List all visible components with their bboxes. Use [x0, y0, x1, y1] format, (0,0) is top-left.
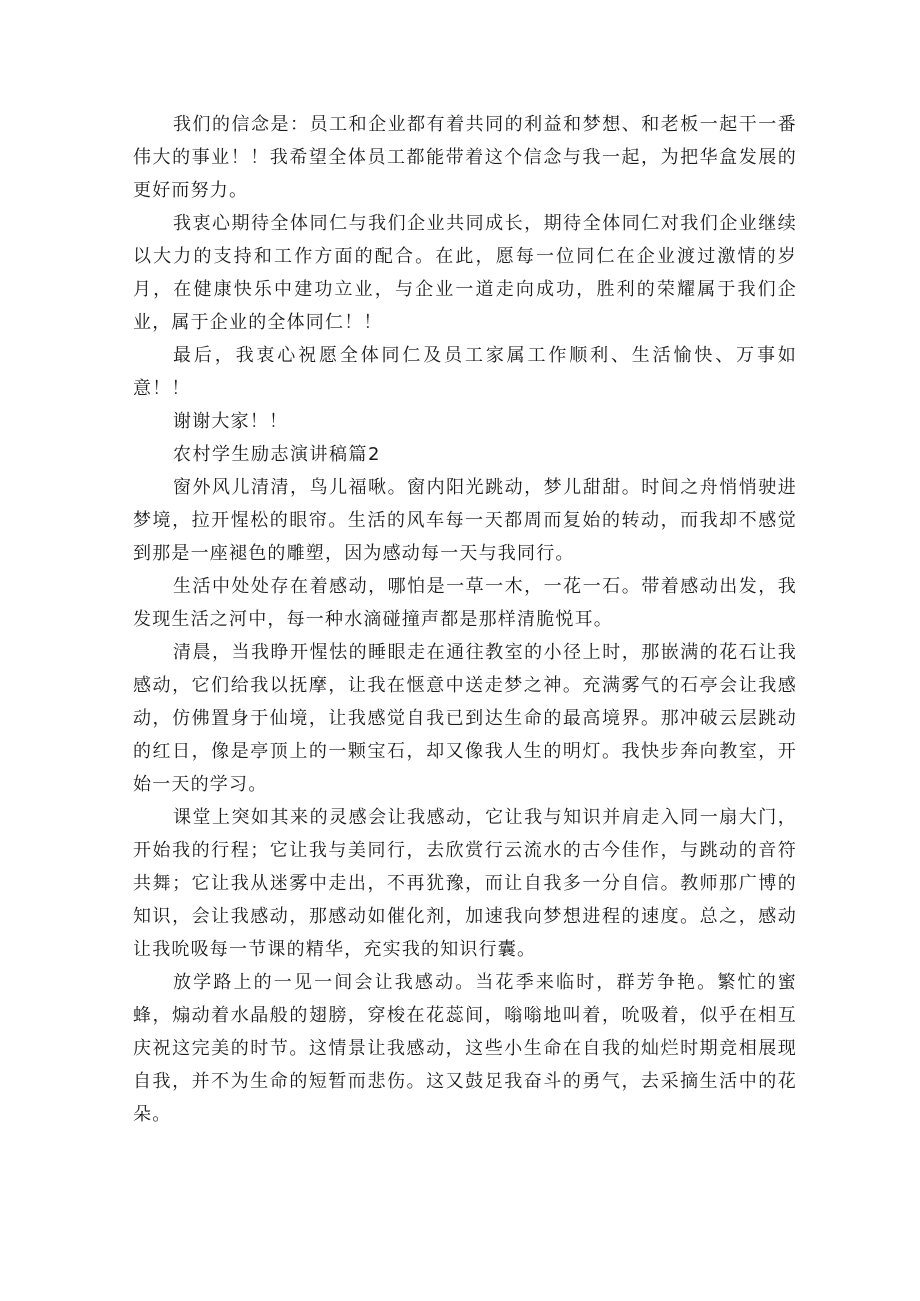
paragraph-after-school: 放学路上的一见一间会让我感动。当花季来临时，群芳争艳。繁忙的蜜蜂，煽动着水晶般的翅膀，穿梭在花蕊间，嗡嗡地叫着，吮吸着，似乎在相互庆祝这完美的时节。这情景让我感动，这些小生命在自我的灿烂时期竞相展现自我，并不为生命的短暂而悲伤。这又鼓足我奋斗的勇气，去采摘生活中的花朵。 [133, 972, 797, 1125]
paragraph-classroom: 课堂上突如其来的灵感会让我感动，它让我与知识并肩走入同一扇大门，开始我的行程；它让我与美同行，去欣赏行云流水的古今佳作，与跳动的音符共舞；它让我从迷雾中走出，不再犹豫，而让自我多一分自信。教师那广博的知识，会让我感动，那感动如催化剂，加速我向梦想进程的速度。总之，感动让我吮吸每一节课的精华，充实我的知识行囊。 [133, 807, 797, 960]
paragraph-belief: 我们的信念是：员工和企业都有着共同的利益和梦想、和老板一起干一番伟大的事业！！我希望全体员工都能带着这个信念与我一起，为把华盒发展的更好而努力。 [133, 114, 797, 201]
paragraph-thanks: 谢谢大家！！ [173, 411, 289, 432]
section-title: 农村学生励志演讲稿篇2 [173, 444, 381, 465]
paragraph-window: 窗外风儿清清，鸟儿福啾。窗内阳光跳动，梦儿甜甜。时间之舟悄悄驶进梦境，拉开惺松的眼帘。生活的风车每一天都周而复始的转动，而我却不感觉到那是一座褪色的雕塑，因为感动每一天与我同行。 [133, 477, 797, 564]
paragraph-life: 生活中处处存在着感动，哪怕是一草一木，一花一石。带着感动出发，我发现生活之河中，每一种水滴碰撞声都是那样清脆悦耳。 [133, 576, 797, 630]
document-body [133, 108, 797, 1131]
paragraph-wishes: 最后，我衷心祝愿全体同仁及员工家属工作顺利、生活愉快、万事如意！！ [133, 345, 797, 399]
paragraph-morning: 清晨，当我睁开惺怯的睡眼走在通往教室的小径上时，那嵌满的花石让我感动，它们给我以抚摩，让我在惬意中送走梦之神。充满雾气的石亭会让我感动，仿佛置身于仙境，让我感觉自我已到达生命的最高境界。那冲破云层跳动的红日，像是亭顶上的一颗宝石，却又像我人生的明灯。我快步奔向教室，开始一天的学习。 [133, 642, 797, 795]
paragraph-expectation: 我衷心期待全体同仁与我们企业共同成长，期待全体同仁对我们企业继续以大力的支持和工作方面的配合。在此，愿每一位同仁在企业渡过激情的岁月，在健康快乐中建功立业，与企业一道走向成功，胜利的荣耀属于我们企业，属于企业的全体同仁！！ [133, 213, 797, 333]
